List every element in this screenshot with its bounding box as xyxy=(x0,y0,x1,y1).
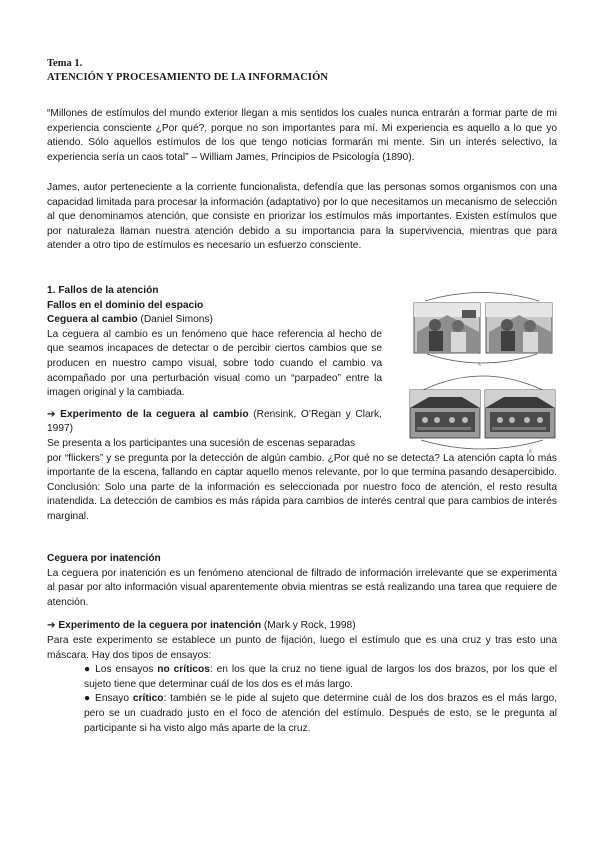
section-heading: 1. Fallos de la atención xyxy=(47,285,159,296)
topic-author: (Daniel Simons) xyxy=(137,314,213,326)
bullet-icon: ● xyxy=(84,664,92,676)
change-blindness-figure xyxy=(407,288,557,456)
experiment-title: Experimento de la ceguera por inatención xyxy=(58,620,262,632)
topic-title: Ceguera al cambio xyxy=(47,314,138,326)
scene-photo-b2 xyxy=(485,390,555,438)
arrow-icon: ➔ xyxy=(47,620,59,632)
change-blindness-definition: La ceguera al cambio es un fenómeno que hace referencia al hecho de que seamos incapaces de detectar o de percibir ciertos cambios que se producen en nuestro campo visual, sobre todo cuando el cambio va acompañado por una perturbación visual como un “parpadeo” entre la imagen original y la cambiada. xyxy=(47,328,382,399)
experiment-text: Para este experimento se establece un punto de fijación, luego el estímulo que es una cruz y tras esto una máscara. Hay dos tipos de ensayos: xyxy=(47,634,557,661)
subsection-heading: Fallos en el dominio del espacio xyxy=(47,299,204,311)
bullet-icon: ● xyxy=(84,693,92,705)
intro-paragraph: James, autor perteneciente a la corriente funcionalista, defendía que las personas somos organismos con una capacidad limitada para procesar la información (adaptativo) por lo que necesitamos un mecanismo de selección al que denominamos atención, que consiste en priorizar los estímulos más importantes. Existen estímulos que por naturaleza llaman nuestra atención debido a su importancia para la supervivencia, mientras que para atender a otro tipo de estímulos es necesario un esfuerzo consciente. xyxy=(47,182,557,252)
scene-photo-a2 xyxy=(486,303,552,353)
figure-label-a: A xyxy=(478,362,481,367)
section-2 xyxy=(47,552,557,736)
chapter-number: Tema 1. xyxy=(47,58,83,69)
list-item: ● Ensayo crítico: también se le pide al sujeto que determine cuál de los dos brazos es el más largo, pero se un cuadrado justo en el foco de atención del estímulo. Después de esto, se le pregunta al participante si ha visto algo más aparte de la cruz. xyxy=(84,693,557,734)
figure-illustration xyxy=(407,288,557,456)
figure-label-b: B xyxy=(529,449,532,454)
arrow-icon: ➔ xyxy=(47,408,61,420)
scene-photo-b1 xyxy=(410,390,480,438)
experiment-heading xyxy=(47,619,557,634)
inattention-definition: La ceguera por inatención es un fenómeno atencional de filtrado de información irrelevante que se experimenta al pasar por alto información visual aparentemente obvia mientras se está realizando una tarea que requiere de atención. xyxy=(47,567,557,608)
chapter-title: ATENCIÓN Y PROCESAMIENTO DE LA INFORMACIÓN xyxy=(47,72,329,83)
experiment-heading xyxy=(47,408,382,437)
flicker-arrow-bottom xyxy=(421,440,543,449)
scene-photo-a1 xyxy=(414,303,480,353)
experiment-authors: (Rensink, O’Regan y Clark, 1997) xyxy=(47,408,382,435)
section-heading: Ceguera por inatención xyxy=(47,553,161,564)
experiment-text-first-line: Se presenta a los participantes una sucesión de escenas separadas xyxy=(47,437,356,449)
flicker-arrow-top xyxy=(425,293,539,302)
flicker-arrow-middle xyxy=(427,354,537,363)
experiment-title: Experimento de la ceguera al cambio xyxy=(60,408,249,420)
james-quote: “Millones de estímulos del mundo exterior llegan a mis sentidos los cuales nunca entrarán a formar parte de mi experiencia consciente ¿Por qué?, porque no son importantes para mí. Mi experiencia es aquello a lo que yo atiendo. Sólo aquellos estímulos de los que tengo noticias formarán mi mente. Sin un interés selectivo, la experiencia sería un caos total” – William James, Principios de Psicología (1890). xyxy=(47,108,557,163)
list-item: ● Los ensayos no críticos: en los que la cruz no tiene igual de largos los dos brazos, por los que el sujeto tiene que determinar cuál de los dos es el más largo. xyxy=(84,664,558,690)
experiment-text: por “flickers” y se pregunta por la detección de algún cambio. ¿Por qué no se detecta? La atención capta lo más importante de la escena, fallando en captar aquello menos relevante, por lo que termina pasando desapercibido. Conclusión: Solo una parte de la información es seleccionada por nuestro foco de atención, el resto resulta inatendida. La detección de cambios es más rápida para cambios de interés central que para cambios de interés marginal. xyxy=(47,452,557,522)
experiment-authors: (Mark y Rock, 1998) xyxy=(261,620,356,632)
